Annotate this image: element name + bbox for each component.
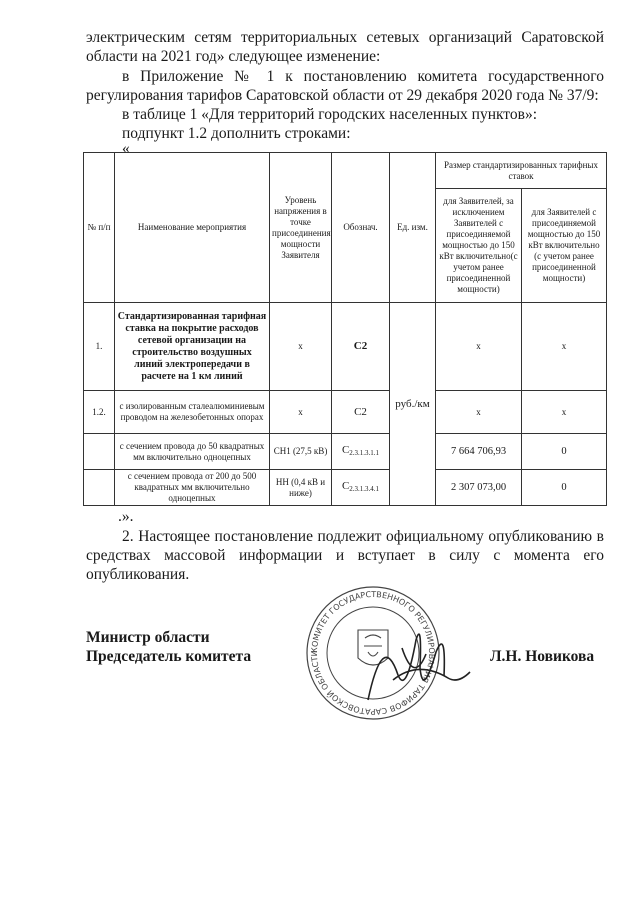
row3-name: с сечением провода до 50 квадратных мм включительно одноцепных: [115, 434, 270, 470]
table-row: [84, 303, 607, 391]
para2-line-2: средствах массовой информации и вступает в силу с момента его: [86, 547, 604, 564]
row3-code-sub: 2.3.1.3.1.1: [349, 448, 380, 457]
stamp-ring-text: КОМИТЕТ ГОСУДАРСТВЕННОГО РЕГУЛИРОВАНИЯ ТАРИФОВ САРАТОВСКОЙ ОБЛАСТИ: [309, 589, 437, 717]
row1-col-b: x: [522, 303, 607, 391]
para2-line-1: 2. Настоящее постановление подлежит официальному опубликованию в: [122, 528, 604, 545]
row2-num: 1.2.: [84, 391, 115, 434]
intro-line-1: электрическим сетям территориальных сетевых организаций Саратовской: [86, 29, 604, 46]
close-quote: .».: [118, 508, 134, 525]
signature-title-1: Министр области: [86, 629, 210, 646]
row4-code: [332, 470, 390, 506]
header-col-a: для Заявителей, за исключением Заявителей с присоединяемой мощностью до 150 кВт включительно(с учетом ранее присоединенной мощности): [436, 189, 522, 303]
header-unit: Ед. изм.: [390, 153, 436, 303]
coat-of-arms-icon: [358, 630, 388, 665]
row4-code-main: C: [341, 479, 350, 492]
header-size: Размер стандартизированных тарифных ставок: [436, 153, 607, 189]
row2-code: C2: [332, 391, 390, 434]
row2-col-a: x: [436, 391, 522, 434]
unit-cell: руб./км: [390, 303, 436, 506]
row2-name: с изолированным сталеалюминиевым проводом на железобетонных опорах: [115, 391, 270, 434]
row4-voltage: НН (0,4 кВ и ниже): [270, 470, 332, 506]
intro-line-6: подпункт 1.2 дополнить строками:: [122, 125, 351, 142]
row3-voltage: СН1 (27,5 кВ): [270, 434, 332, 470]
intro-line-5: в таблице 1 «Для территорий городских населенных пунктов»:: [122, 106, 538, 123]
row1-col-a: x: [436, 303, 522, 391]
header-name: Наименование мероприятия: [115, 153, 270, 303]
row1-code: C2: [332, 303, 390, 391]
row3-code-main: C: [341, 443, 350, 456]
row4-code-sub: 2.3.1.3.4.1: [349, 484, 380, 493]
table-row: [84, 470, 607, 506]
intro-line-2: области на 2021 год» следующее изменение:: [86, 48, 381, 65]
para2-line-3: опубликования.: [86, 566, 190, 583]
signature-title-2: Председатель комитета: [86, 648, 252, 665]
row4-col-a: 2 307 073,00: [436, 470, 522, 506]
tariff-table: [83, 152, 607, 506]
intro-line-4: регулирования тарифов Саратовской области от 29 декабря 2020 года № 37/9:: [86, 87, 599, 104]
row1-num: 1.: [84, 303, 115, 391]
header-num: № п/п: [84, 153, 115, 303]
row3-num: [84, 434, 115, 470]
table-row: [84, 391, 607, 434]
open-quote: «: [122, 140, 130, 157]
row4-num: [84, 470, 115, 506]
row2-col-b: x: [522, 391, 607, 434]
row4-name: с сечением провода от 200 до 500 квадратных мм включительно одноцепных: [115, 470, 270, 506]
table-row: [84, 434, 607, 470]
header-voltage: Уровень напряжения в точке присоединения мощности Заявителя: [270, 153, 332, 303]
row3-col-b: 0: [522, 434, 607, 470]
row3-col-a: 7 664 706,93: [436, 434, 522, 470]
row1-name: Стандартизированная тарифная ставка на покрытие расходов сетевой организации на строительство воздушных линий электропередачи в расчете на 1 км линий: [115, 303, 270, 391]
row1-voltage: x: [270, 303, 332, 391]
row4-col-b: 0: [522, 470, 607, 506]
intro-line-3: в Приложение № 1 к постановлению комитета государственного: [122, 68, 604, 85]
header-col-b: для Заявителей с присоединяемой мощностью до 150 кВт включительно (с учетом ранее присоединенной мощности): [522, 189, 607, 303]
row3-code: [332, 434, 390, 470]
header-designation: Обознач.: [332, 153, 390, 303]
row2-voltage: x: [270, 391, 332, 434]
stamp-inner-ring: [327, 607, 419, 699]
official-stamp: [298, 580, 488, 730]
signature-name: Л.Н. Новикова: [490, 648, 595, 665]
